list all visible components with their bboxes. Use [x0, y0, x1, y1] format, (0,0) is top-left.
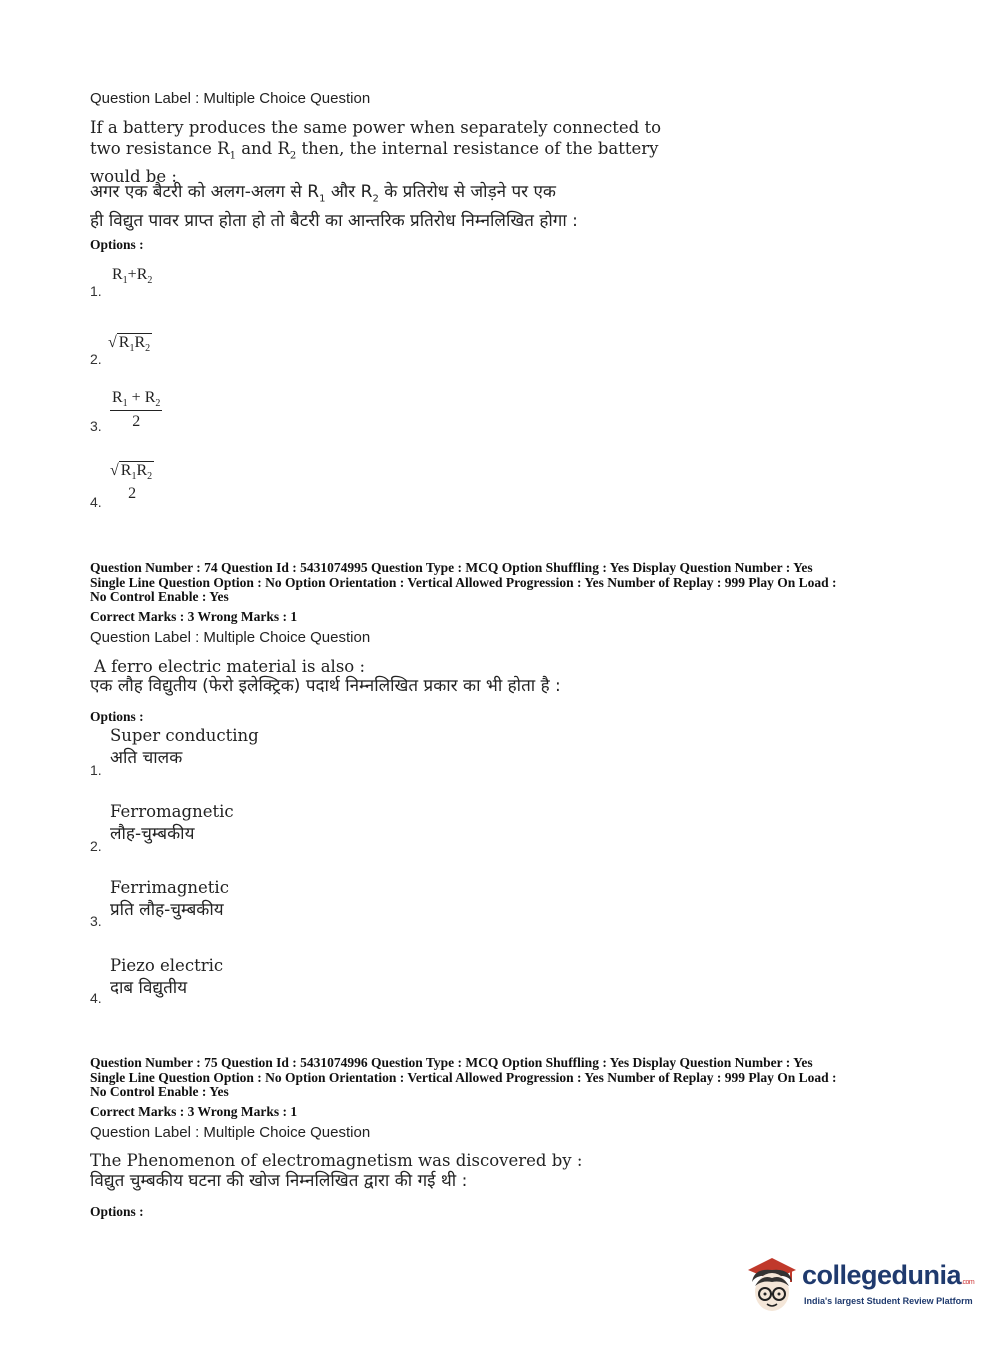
option-math-sum[interactable]: $R_1+R_2$	[112, 266, 153, 287]
question-text-en: A ferro electric material is also :	[94, 657, 366, 676]
option-2[interactable]: Ferromagnetic लौह-चुम्बकीय	[110, 802, 234, 844]
question-label: Question Label : Multiple Choice Question	[90, 629, 371, 646]
option-number[interactable]: 1.	[90, 283, 102, 299]
question-text-en: The Phenomenon of electromagnetism was discovered by :	[90, 1151, 583, 1170]
question-label: Question Label : Multiple Choice Question	[90, 90, 371, 107]
question-text-en: If a battery produces the same power when separately connected to two resistance $R_1$ and $R_2$ then, the internal resistance of the battery would be :	[90, 118, 662, 187]
marks-info: Correct Marks : 3 Wrong Marks : 1	[90, 609, 298, 624]
options-heading: Options :	[90, 709, 144, 724]
brand-tagline: India's largest Student Review Platform	[804, 1296, 973, 1306]
question-label: Question Label : Multiple Choice Question	[90, 1124, 371, 1141]
question-meta: Question Number : 74 Question Id : 5431074995 Question Type : MCQ Option Shuffling : Yes Display Question Number : Yes Single Line Question Option : No Option Orientation : Vertical Allowed Progression : Yes Number of Replay : 999 Play On Load : No Control Enable : Yes	[90, 560, 837, 604]
marks-info: Correct Marks : 3 Wrong Marks : 1	[90, 1104, 298, 1119]
option-1[interactable]: Super conducting अति चालक	[110, 726, 259, 768]
option-number[interactable]: 3.	[90, 418, 102, 434]
options-heading: Options :	[90, 1204, 144, 1219]
sqrt-symbol: √ $R_1R_2$	[108, 334, 151, 355]
options-heading: Options :	[90, 237, 144, 252]
option-number[interactable]: 3.	[90, 913, 102, 929]
option-number[interactable]: 4.	[90, 494, 102, 510]
mascot-icon	[742, 1252, 800, 1318]
option-number[interactable]: 4.	[90, 990, 102, 1006]
option-3[interactable]: Ferrimagnetic प्रति लौह-चुम्बकीय	[110, 878, 229, 920]
question-text-hi: विद्युत चुम्बकीय घटना की खोज निम्नलिखित द्वारा की गई थी :	[90, 1171, 468, 1191]
option-math-sqrt-fraction[interactable]: √ $R_1R_2$ 2	[110, 462, 153, 503]
question-text-hi: एक लौह विद्युतीय (फेरो इलेक्ट्रिक) पदार्थ निम्नलिखित प्रकार का भी होता है :	[90, 676, 561, 696]
collegedunia-logo[interactable]	[742, 1252, 975, 1318]
option-number[interactable]: 1.	[90, 762, 102, 778]
option-number[interactable]: 2.	[90, 838, 102, 854]
question-meta: Question Number : 75 Question Id : 5431074996 Question Type : MCQ Option Shuffling : Yes Display Question Number : Yes Single Line Question Option : No Option Orientation : Vertical Allowed Progression : Yes Number of Replay : 999 Play On Load : No Control Enable : Yes	[90, 1055, 837, 1099]
question-text-hi: अगर एक बैटरी को अलग-अलग से $R_1$ और $R_2$ के प्रतिरोध से जोड़ने पर एक ही विद्युत पावर प्राप्त होता हो तो बैटरी का आन्तरिक प्रतिरोध निम्नलिखित होगा :	[90, 182, 578, 232]
option-math-sqrt[interactable]	[108, 334, 152, 354]
option-math-fraction[interactable]: $\frac{R_1 + R_2}{2}$	[112, 389, 161, 431]
option-4[interactable]: Piezo electric दाब विद्युतीय	[110, 956, 224, 998]
option-number[interactable]: 2.	[90, 351, 102, 367]
brand-name: collegedunia.com	[802, 1260, 975, 1290]
